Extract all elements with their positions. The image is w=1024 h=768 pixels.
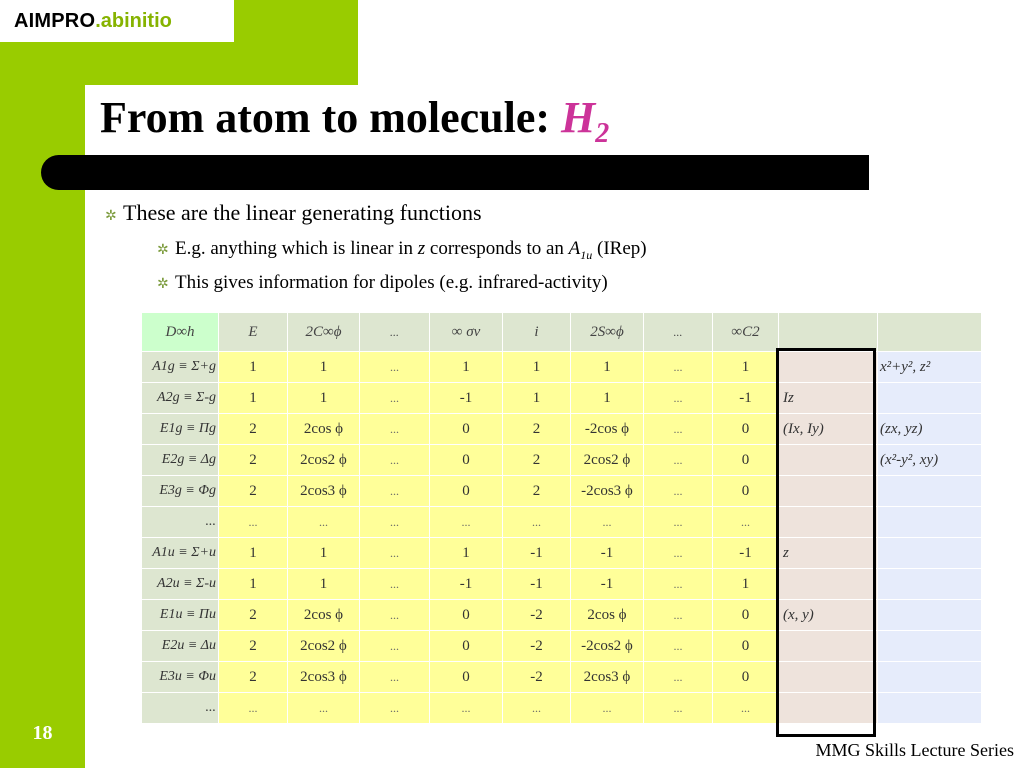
character-cell: 2cos3 ϕ	[571, 662, 644, 693]
atom-bullet-icon: ✲	[105, 209, 117, 224]
character-cell: 0	[430, 600, 503, 631]
character-cell: ...	[644, 662, 713, 693]
character-cell: 2cos2 ϕ	[288, 631, 360, 662]
character-cell: ...	[360, 569, 430, 600]
character-cell: ...	[644, 507, 713, 538]
bullet-sub1-post: (IRep)	[592, 238, 647, 259]
header-cell: i	[503, 313, 571, 352]
quadratic-function-cell	[878, 569, 982, 600]
character-cell: 2	[219, 631, 288, 662]
character-cell: -2cos3 ϕ	[571, 476, 644, 507]
title-molecule: H	[561, 93, 596, 142]
bullet-sub1-A: A	[568, 238, 581, 259]
character-cell: ...	[503, 507, 571, 538]
character-cell: ...	[644, 445, 713, 476]
character-cell: 2	[219, 662, 288, 693]
character-cell: 0	[713, 631, 779, 662]
irrep-label: E3u ≡ Φu	[142, 662, 219, 693]
character-cell: 1	[571, 383, 644, 414]
character-cell: 1	[503, 352, 571, 383]
linear-function-cell: Iz	[779, 383, 878, 414]
character-cell: 1	[430, 352, 503, 383]
character-cell: ...	[360, 538, 430, 569]
character-cell: ...	[219, 693, 288, 724]
character-cell: ...	[644, 383, 713, 414]
quadratic-function-cell	[878, 600, 982, 631]
title-text: From atom to molecule:	[100, 93, 562, 142]
character-cell: 0	[713, 476, 779, 507]
irrep-label: E1u ≡ Πu	[142, 600, 219, 631]
character-cell: 2	[219, 414, 288, 445]
bullet-sub2-text: This gives information for dipoles (e.g. infrared-activity)	[175, 272, 608, 293]
character-cell: 2cos ϕ	[288, 600, 360, 631]
quadratic-function-cell	[878, 383, 982, 414]
atom-bullet-icon: ✲	[157, 243, 169, 258]
character-cell: 2cos ϕ	[288, 414, 360, 445]
highlight-box	[776, 348, 876, 737]
linear-function-cell: z	[779, 538, 878, 569]
irrep-label: A1u ≡ Σ+u	[142, 538, 219, 569]
logo-part-1: AIMPRO	[14, 9, 96, 32]
bullet-main	[105, 200, 482, 226]
character-cell: 0	[713, 445, 779, 476]
character-cell: 0	[430, 445, 503, 476]
irrep-label: E1g ≡ Πg	[142, 414, 219, 445]
character-cell: -1	[430, 569, 503, 600]
character-cell: ...	[644, 693, 713, 724]
character-cell: 2cos2 ϕ	[571, 445, 644, 476]
character-cell: -2	[503, 631, 571, 662]
quadratic-function-cell: (zx, yz)	[878, 414, 982, 445]
character-cell: ...	[430, 693, 503, 724]
quadratic-function-cell	[878, 538, 982, 569]
character-cell: ...	[571, 507, 644, 538]
character-cell: -2	[503, 600, 571, 631]
character-cell: 0	[430, 662, 503, 693]
character-cell: -2cos ϕ	[571, 414, 644, 445]
header-cell: ∞C2	[713, 313, 779, 352]
character-cell: ...	[713, 693, 779, 724]
character-cell: -1	[503, 538, 571, 569]
header-cell: 2C∞ϕ	[288, 313, 360, 352]
bullet-sub1-mid: corresponds to an	[425, 238, 569, 259]
irrep-label: A2g ≡ Σ-g	[142, 383, 219, 414]
character-cell: 2	[503, 445, 571, 476]
irrep-label: E2g ≡ Δg	[142, 445, 219, 476]
left-green-band	[0, 0, 85, 768]
character-cell: ...	[644, 352, 713, 383]
quadratic-function-cell	[878, 662, 982, 693]
irrep-label: A1g ≡ Σ+g	[142, 352, 219, 383]
character-cell: ...	[713, 507, 779, 538]
character-cell: ...	[360, 631, 430, 662]
character-cell: ...	[360, 476, 430, 507]
quadratic-function-cell: x²+y², z²	[878, 352, 982, 383]
character-cell: -2	[503, 662, 571, 693]
character-cell: 0	[713, 414, 779, 445]
character-cell: 2cos3 ϕ	[288, 476, 360, 507]
character-cell: 2cos3 ϕ	[288, 662, 360, 693]
atom-bullet-icon: ✲	[157, 277, 169, 292]
header-cell: ...	[644, 313, 713, 352]
bullet-sub1-pre: E.g. anything which is linear in	[175, 238, 418, 259]
bullet-sub-2	[157, 272, 608, 294]
quadratic-function-cell	[878, 693, 982, 724]
character-cell: 0	[430, 476, 503, 507]
irrep-label: ...	[142, 507, 219, 538]
character-cell: 1	[219, 352, 288, 383]
character-cell: ...	[571, 693, 644, 724]
bullet-sub1-z: z	[417, 238, 426, 259]
character-cell: 2	[503, 476, 571, 507]
quadratic-function-cell: (x²-y², xy)	[878, 445, 982, 476]
character-cell: ...	[360, 445, 430, 476]
character-cell: 1	[430, 538, 503, 569]
character-cell: 1	[288, 538, 360, 569]
title-subscript: 2	[595, 117, 610, 149]
header-cell: 2S∞ϕ	[571, 313, 644, 352]
character-cell: -1	[571, 569, 644, 600]
header-cell: ∞ σv	[430, 313, 503, 352]
character-cell: 2cos ϕ	[571, 600, 644, 631]
character-cell: ...	[644, 631, 713, 662]
character-cell: -1	[503, 569, 571, 600]
slide-title	[100, 92, 609, 150]
character-cell: 0	[430, 414, 503, 445]
bullet-sub1-subscript: 1u	[580, 247, 593, 262]
character-cell: ...	[360, 662, 430, 693]
quadratic-function-cell	[878, 507, 982, 538]
header-cell: D∞h	[142, 313, 219, 352]
irrep-label: E2u ≡ Δu	[142, 631, 219, 662]
footer-text: MMG Skills Lecture Series	[815, 740, 1014, 760]
character-cell: -1	[713, 383, 779, 414]
character-cell: 0	[713, 662, 779, 693]
character-cell: 2	[219, 476, 288, 507]
table-header-row	[142, 313, 982, 352]
character-cell: 2cos2 ϕ	[288, 445, 360, 476]
character-cell: ...	[360, 507, 430, 538]
aimpro-logo	[0, 0, 234, 42]
character-cell: -1	[571, 538, 644, 569]
header-cell	[878, 313, 982, 352]
character-cell: 1	[219, 538, 288, 569]
character-cell: ...	[503, 693, 571, 724]
character-cell: 1	[713, 352, 779, 383]
character-cell: ...	[644, 414, 713, 445]
character-cell: ...	[360, 600, 430, 631]
character-cell: 1	[288, 383, 360, 414]
character-cell: 1	[219, 383, 288, 414]
character-cell: ...	[644, 569, 713, 600]
logo-part-2: .abinitio	[95, 9, 172, 32]
linear-function-cell: (x, y)	[779, 600, 878, 631]
character-cell: 0	[713, 600, 779, 631]
character-cell: ...	[288, 507, 360, 538]
bullet-main-text: These are the linear generating functions	[123, 200, 482, 225]
linear-function-cell: (Ix, Iy)	[779, 414, 878, 445]
irrep-label: ...	[142, 693, 219, 724]
character-cell: 2	[219, 445, 288, 476]
character-cell: ...	[360, 383, 430, 414]
quadratic-function-cell	[878, 476, 982, 507]
character-cell: 1	[713, 569, 779, 600]
character-cell: 1	[288, 569, 360, 600]
character-cell: ...	[360, 414, 430, 445]
header-cell	[779, 313, 878, 352]
character-cell: 1	[571, 352, 644, 383]
character-cell: ...	[360, 693, 430, 724]
character-cell: -2cos2 ϕ	[571, 631, 644, 662]
quadratic-function-cell	[878, 631, 982, 662]
character-cell: ...	[288, 693, 360, 724]
header-cell: E	[219, 313, 288, 352]
character-cell: 2	[503, 414, 571, 445]
character-cell: 0	[430, 631, 503, 662]
character-cell: 1	[503, 383, 571, 414]
irrep-label: E3g ≡ Φg	[142, 476, 219, 507]
character-cell: ...	[644, 538, 713, 569]
title-underline-bar	[41, 155, 869, 190]
character-cell: -1	[713, 538, 779, 569]
character-cell: ...	[430, 507, 503, 538]
character-cell: 1	[288, 352, 360, 383]
header-cell: ...	[360, 313, 430, 352]
character-cell: 1	[219, 569, 288, 600]
bullet-sub-1	[157, 238, 647, 263]
character-cell: -1	[430, 383, 503, 414]
character-cell: ...	[644, 476, 713, 507]
character-cell: ...	[360, 352, 430, 383]
irrep-label: A2u ≡ Σ-u	[142, 569, 219, 600]
character-cell: 2	[219, 600, 288, 631]
slide-number: 18	[32, 722, 53, 744]
character-cell: ...	[644, 600, 713, 631]
character-cell: ...	[219, 507, 288, 538]
